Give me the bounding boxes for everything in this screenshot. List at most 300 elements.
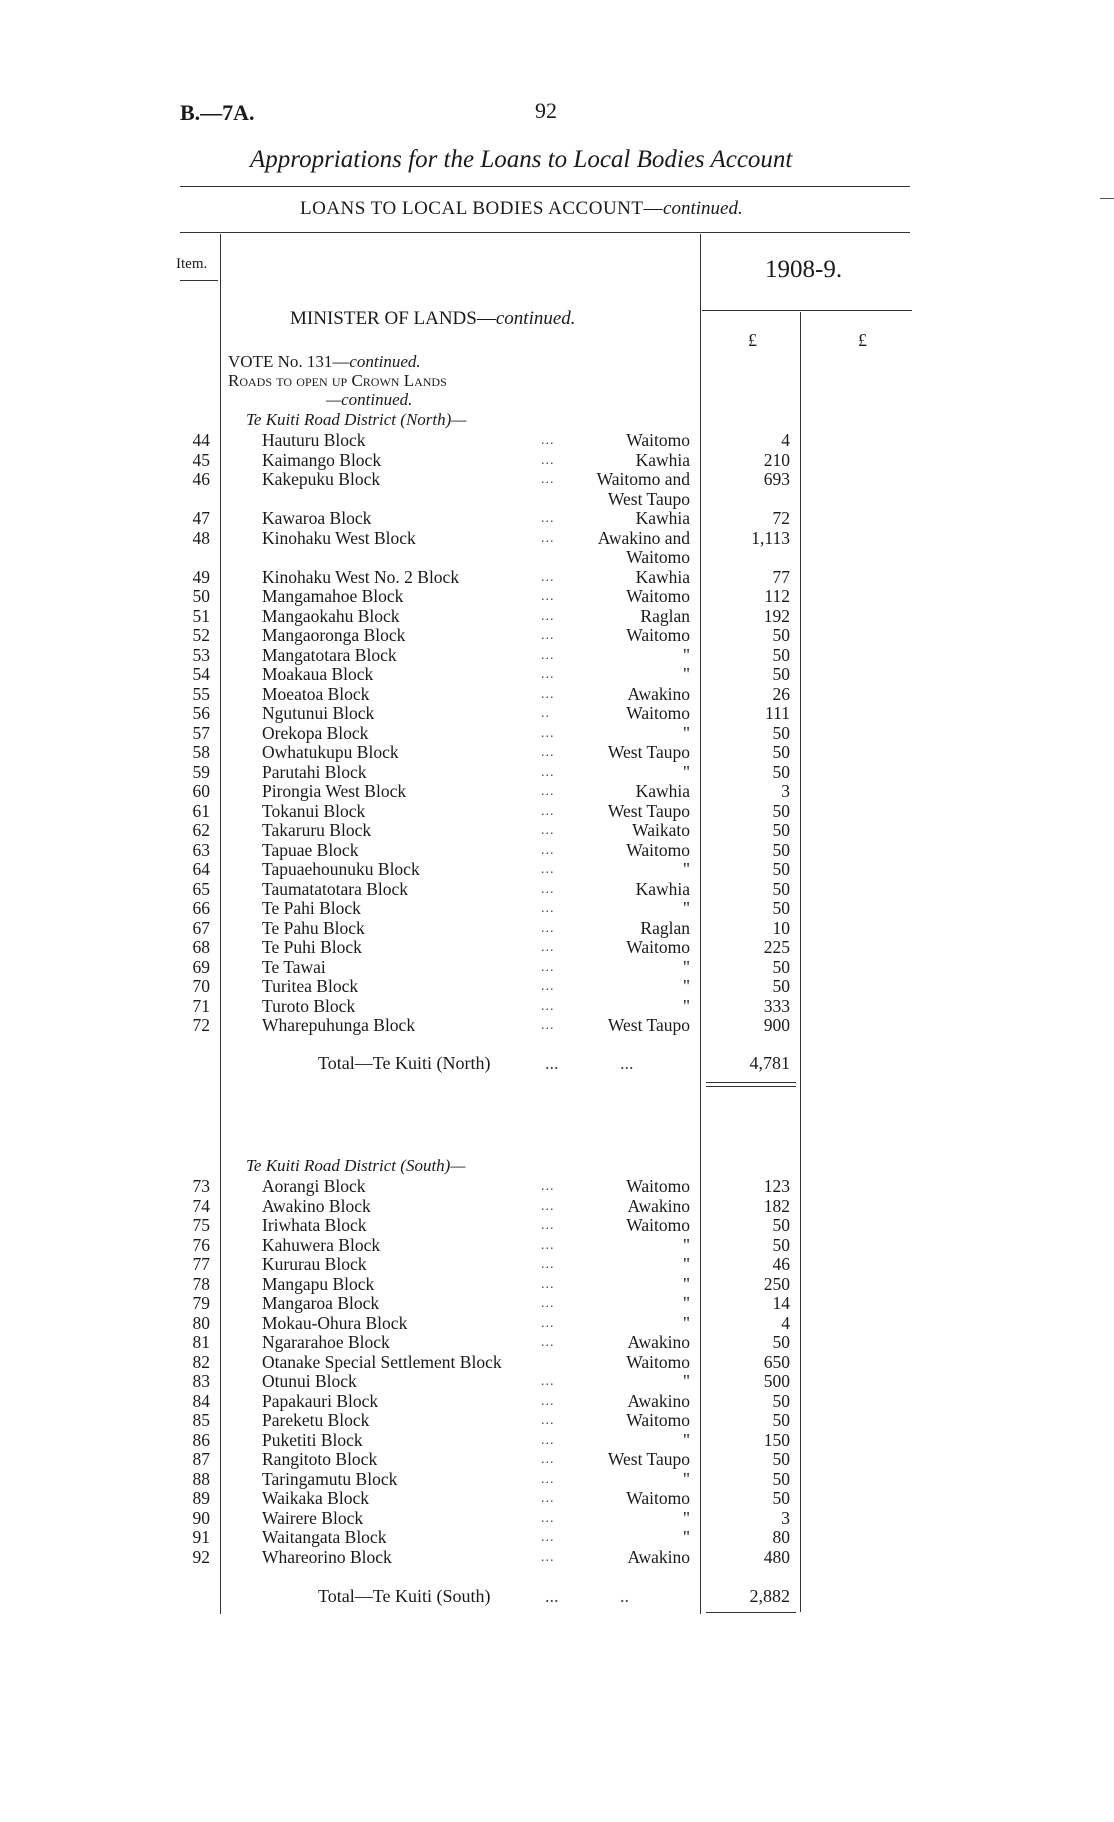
item-number: 44 bbox=[192, 430, 210, 450]
leader-dots: ... bbox=[541, 842, 555, 858]
district-name: " bbox=[682, 1293, 690, 1313]
amount-value: 50 bbox=[772, 1488, 790, 1508]
block-name: Taringamutu Block bbox=[262, 1468, 398, 1489]
item-number: 81 bbox=[192, 1332, 210, 1352]
amount-value: 50 bbox=[772, 878, 790, 899]
district-name: " bbox=[682, 1507, 690, 1528]
district-name: Waitomo bbox=[626, 586, 690, 606]
vote-continued: continued. bbox=[349, 352, 421, 371]
district-name: " bbox=[682, 1312, 690, 1333]
district-name: Kawhia bbox=[635, 449, 690, 470]
leader-dots: ... bbox=[541, 1432, 555, 1448]
table-row bbox=[0, 548, 1114, 568]
amount-value: 693 bbox=[763, 469, 790, 489]
district-name: " bbox=[682, 976, 690, 996]
district-name: " bbox=[682, 956, 690, 977]
south-total-dots: .. bbox=[620, 1586, 629, 1606]
leader-dots: ... bbox=[541, 1257, 555, 1272]
table-row bbox=[0, 1489, 1114, 1509]
amount-value: 50 bbox=[772, 664, 790, 684]
leader-dots: ... bbox=[541, 1452, 555, 1467]
amount-value: 480 bbox=[763, 1546, 790, 1567]
district-name: " bbox=[682, 859, 690, 879]
district-name: Waitomo bbox=[626, 839, 690, 860]
margin-mark bbox=[1100, 198, 1114, 199]
amount-value: 150 bbox=[763, 1429, 790, 1450]
item-number: 75 bbox=[192, 1215, 210, 1235]
table-row bbox=[0, 841, 1114, 861]
amount-value: 14 bbox=[772, 1293, 790, 1313]
block-name: Owhatukupu Block bbox=[262, 742, 399, 762]
district-name: Awakino bbox=[627, 1332, 690, 1352]
item-number: 79 bbox=[192, 1293, 210, 1313]
table-row bbox=[0, 1548, 1114, 1568]
south-total-amount: 2,882 bbox=[749, 1586, 790, 1606]
leader-dots: ... bbox=[541, 667, 555, 682]
amount-value: 50 bbox=[772, 722, 790, 743]
item-number: 47 bbox=[192, 508, 210, 528]
block-name: Mangapu Block bbox=[262, 1273, 375, 1294]
leader-dots: .. bbox=[541, 706, 550, 721]
district-name: Awakino and bbox=[597, 527, 690, 548]
block-name: Kakepuku Block bbox=[262, 469, 381, 489]
amount-value: 50 bbox=[772, 1390, 790, 1411]
leader-dots: ... bbox=[541, 1198, 555, 1214]
table-row bbox=[0, 958, 1114, 978]
item-number: 68 bbox=[192, 937, 210, 957]
table-row bbox=[0, 646, 1114, 666]
leader-dots: ... bbox=[541, 511, 555, 526]
north-total-dots: ... bbox=[620, 1053, 634, 1073]
item-number: 60 bbox=[192, 781, 210, 801]
table-row bbox=[0, 1294, 1114, 1314]
table-row bbox=[0, 802, 1114, 822]
block-name: Wairere Block bbox=[262, 1507, 364, 1528]
item-number: 51 bbox=[192, 605, 210, 626]
leader-dots: ... bbox=[541, 1179, 555, 1194]
table-row bbox=[0, 587, 1114, 607]
leader-dots: ... bbox=[541, 940, 555, 955]
block-name: Mangatotara Block bbox=[262, 644, 397, 665]
roads-heading-continued: —continued. bbox=[326, 390, 413, 409]
item-number: 92 bbox=[192, 1546, 210, 1567]
block-name: Taumatatotara Block bbox=[262, 878, 409, 899]
block-name: Te Pahu Block bbox=[262, 917, 365, 938]
leader-dots: ... bbox=[541, 803, 555, 819]
table-row bbox=[0, 997, 1114, 1017]
leader-dots: ... bbox=[541, 1413, 555, 1428]
leader-dots: ... bbox=[541, 745, 555, 760]
amount-value: 50 bbox=[772, 859, 790, 879]
block-name: Hauturu Block bbox=[262, 430, 366, 450]
district-name: " bbox=[682, 1273, 690, 1294]
item-number: 76 bbox=[192, 1234, 210, 1255]
item-number: 48 bbox=[192, 527, 210, 548]
item-number: 88 bbox=[192, 1468, 210, 1489]
account-heading-main: LOANS TO LOCAL BODIES ACCOUNT— bbox=[300, 198, 664, 219]
item-number: 64 bbox=[192, 859, 210, 879]
block-name: Waitangata Block bbox=[262, 1527, 387, 1547]
item-number: 62 bbox=[192, 820, 210, 840]
block-name: Te Pahi Block bbox=[262, 898, 361, 918]
item-number: 90 bbox=[192, 1507, 210, 1528]
leader-dots: ... bbox=[541, 862, 555, 877]
amount-value: 50 bbox=[772, 1234, 790, 1255]
district-name: West Taupo bbox=[607, 488, 690, 509]
district-name: Awakino bbox=[627, 1195, 690, 1216]
district-name: Waitomo bbox=[626, 1176, 690, 1196]
amount-value: 123 bbox=[763, 1176, 790, 1196]
north-total-double-rule bbox=[706, 1082, 796, 1087]
vote-label: VOTE No. 131— bbox=[228, 352, 350, 371]
amount-value: 192 bbox=[763, 605, 790, 626]
leader-dots: ... bbox=[541, 725, 555, 741]
block-name: Waikaka Block bbox=[262, 1488, 369, 1508]
amount-value: 50 bbox=[772, 800, 790, 821]
block-name: Mangaokahu Block bbox=[262, 605, 400, 626]
leader-dots: ... bbox=[541, 608, 555, 624]
amount-value: 1,113 bbox=[751, 527, 790, 548]
item-number: 72 bbox=[192, 1015, 210, 1035]
block-name: Kinohaku West Block bbox=[262, 527, 416, 548]
item-number: 45 bbox=[192, 449, 210, 470]
table-row bbox=[0, 1016, 1114, 1036]
table-row bbox=[0, 1392, 1114, 1412]
minister-heading-continued: continued. bbox=[495, 308, 576, 329]
district-name: West Taupo bbox=[607, 742, 690, 762]
item-number: 87 bbox=[192, 1449, 210, 1469]
district-name: Waitomo and bbox=[596, 469, 690, 489]
amount-value: 50 bbox=[772, 1449, 790, 1469]
district-name: " bbox=[682, 1468, 690, 1489]
table-row bbox=[0, 1509, 1114, 1529]
page-number: 92 bbox=[535, 98, 557, 123]
district-name: " bbox=[682, 761, 690, 782]
block-name: Otunui Block bbox=[262, 1371, 357, 1391]
block-name: Iriwhata Block bbox=[262, 1215, 367, 1235]
table-row bbox=[0, 490, 1114, 510]
block-name: Puketiti Block bbox=[262, 1429, 363, 1450]
table-row bbox=[0, 1236, 1114, 1256]
south-total-label: Total—Te Kuiti (South) bbox=[318, 1586, 491, 1606]
district-name: Waitomo bbox=[626, 430, 690, 450]
block-name: Kaimango Block bbox=[262, 449, 382, 470]
item-number: 84 bbox=[192, 1390, 210, 1411]
south-total-dots: ... bbox=[545, 1586, 559, 1606]
table-row bbox=[0, 938, 1114, 958]
table-row bbox=[0, 919, 1114, 939]
amount-value: 26 bbox=[772, 683, 790, 704]
document-reference: B.—7A. bbox=[180, 100, 255, 125]
block-name: Pareketu Block bbox=[262, 1410, 370, 1430]
block-name: Orekopa Block bbox=[262, 722, 369, 743]
block-name: Turoto Block bbox=[262, 995, 356, 1016]
pound-symbol-2: £ bbox=[858, 330, 867, 350]
block-name: Rangitoto Block bbox=[262, 1449, 378, 1469]
leader-dots: ... bbox=[541, 589, 555, 604]
block-name: Parutahi Block bbox=[262, 761, 367, 782]
district-name: " bbox=[682, 722, 690, 743]
block-name: Moakaua Block bbox=[262, 664, 374, 684]
amount-value: 650 bbox=[763, 1351, 790, 1372]
block-name: Ngutunui Block bbox=[262, 703, 375, 723]
amount-value: 50 bbox=[772, 625, 790, 645]
leader-dots: ... bbox=[541, 823, 555, 838]
district-name: " bbox=[682, 995, 690, 1016]
district-name: " bbox=[682, 1527, 690, 1547]
block-name: Mangaroa Block bbox=[262, 1293, 380, 1313]
amount-value: 50 bbox=[772, 1332, 790, 1352]
table-row bbox=[0, 977, 1114, 997]
vote-heading bbox=[228, 352, 447, 409]
amount-value: 3 bbox=[781, 1507, 790, 1528]
leader-dots: ... bbox=[541, 530, 555, 546]
district-name: Kawhia bbox=[635, 878, 690, 899]
table-row bbox=[0, 1450, 1114, 1470]
leader-dots: ... bbox=[541, 959, 555, 975]
table-row bbox=[0, 1333, 1114, 1353]
leader-dots: ... bbox=[541, 1374, 555, 1389]
account-heading bbox=[300, 198, 743, 220]
amount-value: 500 bbox=[763, 1371, 790, 1391]
district-name: " bbox=[682, 1429, 690, 1450]
table-top-rule bbox=[180, 232, 910, 233]
item-number: 86 bbox=[192, 1429, 210, 1450]
leader-dots: ... bbox=[541, 998, 555, 1014]
table-row bbox=[0, 704, 1114, 724]
block-name: Turitea Block bbox=[262, 976, 359, 996]
district-name: Waitomo bbox=[626, 1215, 690, 1235]
item-number: 52 bbox=[192, 625, 210, 645]
table-row bbox=[0, 1255, 1114, 1275]
leader-dots: ... bbox=[541, 1276, 555, 1292]
north-total-label: Total—Te Kuiti (North) bbox=[318, 1053, 491, 1073]
block-name: Kinohaku West No. 2 Block bbox=[262, 566, 460, 587]
leader-dots: ... bbox=[541, 979, 555, 994]
leader-dots: ... bbox=[541, 686, 555, 702]
item-number: 50 bbox=[192, 586, 210, 606]
leader-dots: ... bbox=[541, 1549, 555, 1565]
amount-value: 333 bbox=[763, 995, 790, 1016]
item-number: 80 bbox=[192, 1312, 210, 1333]
district-name: " bbox=[682, 1254, 690, 1274]
block-name: Te Tawai bbox=[262, 956, 326, 977]
block-name: Kururau Block bbox=[262, 1254, 367, 1274]
amount-value: 225 bbox=[763, 937, 790, 957]
item-number: 63 bbox=[192, 839, 210, 860]
block-name: Tapuae Block bbox=[262, 839, 359, 860]
table-row bbox=[0, 1528, 1114, 1548]
amount-value: 72 bbox=[772, 508, 790, 528]
north-total-amount: 4,781 bbox=[749, 1053, 790, 1073]
district-name: Waitomo bbox=[626, 1488, 690, 1508]
item-number: 91 bbox=[192, 1527, 210, 1547]
roads-heading: Roads to open up Crown Lands bbox=[228, 371, 447, 390]
leader-dots: ... bbox=[541, 881, 555, 897]
block-name: Otanake Special Settlement Block bbox=[262, 1351, 502, 1372]
amount-value: 50 bbox=[772, 976, 790, 996]
block-name: Moeatoa Block bbox=[262, 683, 370, 704]
table-row bbox=[0, 568, 1114, 588]
district-name: " bbox=[682, 644, 690, 665]
item-header-rule bbox=[180, 280, 218, 281]
block-name: Awakino Block bbox=[262, 1195, 371, 1216]
amount-value: 80 bbox=[772, 1527, 790, 1547]
amount-value: 4 bbox=[781, 430, 790, 450]
district-name: West Taupo bbox=[607, 1449, 690, 1469]
item-number: 65 bbox=[192, 878, 210, 899]
district-name: " bbox=[682, 1234, 690, 1255]
south-total-rule bbox=[706, 1612, 796, 1613]
title-rule bbox=[180, 186, 910, 187]
year-column-header: 1908-9. bbox=[765, 256, 843, 283]
amount-value: 50 bbox=[772, 644, 790, 665]
item-column-header: Item. bbox=[176, 256, 208, 272]
item-number: 58 bbox=[192, 742, 210, 762]
amount-value: 50 bbox=[772, 839, 790, 860]
amount-value: 111 bbox=[765, 703, 790, 723]
leader-dots: ... bbox=[541, 452, 555, 468]
leader-dots: ... bbox=[541, 1491, 555, 1506]
table-row bbox=[0, 431, 1114, 451]
leader-dots: ... bbox=[541, 1218, 555, 1233]
district-name: Waitomo bbox=[626, 937, 690, 957]
amount-value: 112 bbox=[764, 586, 790, 606]
item-number: 71 bbox=[192, 995, 210, 1016]
district-name: Waikato bbox=[632, 820, 690, 840]
leader-dots: ... bbox=[541, 433, 555, 448]
table-row bbox=[0, 1197, 1114, 1217]
item-number: 73 bbox=[192, 1176, 210, 1196]
item-number: 59 bbox=[192, 761, 210, 782]
table-row bbox=[0, 821, 1114, 841]
amount-value: 50 bbox=[772, 761, 790, 782]
item-number: 56 bbox=[192, 703, 210, 723]
amount-value: 46 bbox=[772, 1254, 790, 1274]
amount-value: 10 bbox=[772, 917, 790, 938]
district-heading-south: Te Kuiti Road District (South)— bbox=[246, 1156, 466, 1175]
block-name: Ngararahoe Block bbox=[262, 1332, 390, 1352]
district-heading-north: Te Kuiti Road District (North)— bbox=[246, 410, 467, 429]
amount-value: 50 bbox=[772, 1468, 790, 1489]
block-name: Kahuwera Block bbox=[262, 1234, 381, 1255]
leader-dots: ... bbox=[541, 1237, 555, 1253]
amount-value: 50 bbox=[772, 956, 790, 977]
account-heading-continued: continued. bbox=[663, 198, 743, 219]
table-row bbox=[0, 470, 1114, 490]
amount-value: 3 bbox=[781, 781, 790, 801]
table-row bbox=[0, 743, 1114, 763]
block-name: Whareorino Block bbox=[262, 1546, 392, 1567]
item-number: 85 bbox=[192, 1410, 210, 1430]
item-number: 70 bbox=[192, 976, 210, 996]
leader-dots: ... bbox=[541, 920, 555, 936]
amount-value: 50 bbox=[772, 898, 790, 918]
district-name: Awakino bbox=[627, 683, 690, 704]
district-name: " bbox=[682, 1371, 690, 1391]
item-number: 83 bbox=[192, 1371, 210, 1391]
amount-value: 210 bbox=[763, 449, 790, 470]
leader-dots: ... bbox=[541, 1393, 555, 1409]
table-row bbox=[0, 724, 1114, 744]
item-number: 54 bbox=[192, 664, 210, 684]
block-name: Tokanui Block bbox=[262, 800, 366, 821]
leader-dots: ... bbox=[541, 1315, 555, 1331]
table-row bbox=[0, 880, 1114, 900]
table-row bbox=[0, 1177, 1114, 1197]
leader-dots: ... bbox=[541, 472, 555, 487]
year-header-rule bbox=[702, 310, 912, 311]
block-name: Mangaoronga Block bbox=[262, 625, 406, 645]
leader-dots: ... bbox=[541, 647, 555, 663]
district-name: Waitomo bbox=[626, 703, 690, 723]
amount-value: 50 bbox=[772, 1215, 790, 1235]
table-row bbox=[0, 1470, 1114, 1490]
leader-dots: ... bbox=[541, 1018, 555, 1033]
leader-dots: ... bbox=[541, 569, 555, 585]
item-number: 69 bbox=[192, 956, 210, 977]
district-name: Awakino bbox=[627, 1390, 690, 1411]
amount-value: 900 bbox=[763, 1015, 790, 1035]
item-number: 66 bbox=[192, 898, 210, 918]
item-number: 53 bbox=[192, 644, 210, 665]
minister-heading bbox=[290, 308, 576, 330]
table-row bbox=[0, 529, 1114, 549]
district-name: Waitomo bbox=[626, 1351, 690, 1372]
table-row bbox=[0, 1431, 1114, 1451]
item-number: 78 bbox=[192, 1273, 210, 1294]
district-name: Waitomo bbox=[626, 625, 690, 645]
amount-value: 250 bbox=[763, 1273, 790, 1294]
leader-dots: ... bbox=[541, 1471, 555, 1487]
block-name: Pirongia West Block bbox=[262, 781, 407, 801]
district-name: Kawhia bbox=[635, 566, 690, 587]
item-number: 89 bbox=[192, 1488, 210, 1508]
pound-symbol-1: £ bbox=[748, 330, 757, 350]
leader-dots: ... bbox=[541, 1296, 555, 1311]
district-name: " bbox=[682, 898, 690, 918]
block-name: Mokau-Ohura Block bbox=[262, 1312, 408, 1333]
block-name: Mangamahoe Block bbox=[262, 586, 404, 606]
table-row bbox=[0, 1216, 1114, 1236]
minister-heading-main: MINISTER OF LANDS— bbox=[290, 308, 496, 329]
district-name: Waitomo bbox=[626, 547, 690, 567]
north-total-dots: ... bbox=[545, 1053, 559, 1073]
district-name: Awakino bbox=[627, 1546, 690, 1567]
amount-value: 50 bbox=[772, 742, 790, 762]
table-row bbox=[0, 763, 1114, 783]
table-row bbox=[0, 899, 1114, 919]
district-name: Waitomo bbox=[626, 1410, 690, 1430]
item-number: 82 bbox=[192, 1351, 210, 1372]
block-name: Te Puhi Block bbox=[262, 937, 362, 957]
amount-value: 182 bbox=[763, 1195, 790, 1216]
item-number: 61 bbox=[192, 800, 210, 821]
amount-value: 50 bbox=[772, 820, 790, 840]
leader-dots: ... bbox=[541, 1510, 555, 1526]
item-number: 49 bbox=[192, 566, 210, 587]
district-name: " bbox=[682, 664, 690, 684]
item-number: 77 bbox=[192, 1254, 210, 1274]
table-row bbox=[0, 607, 1114, 627]
block-name: Kawaroa Block bbox=[262, 508, 372, 528]
table-row bbox=[0, 782, 1114, 802]
leader-dots: ... bbox=[541, 1530, 555, 1545]
block-name: Wharepuhunga Block bbox=[262, 1015, 416, 1035]
table-row bbox=[0, 685, 1114, 705]
item-number: 55 bbox=[192, 683, 210, 704]
leader-dots: ... bbox=[541, 628, 555, 643]
